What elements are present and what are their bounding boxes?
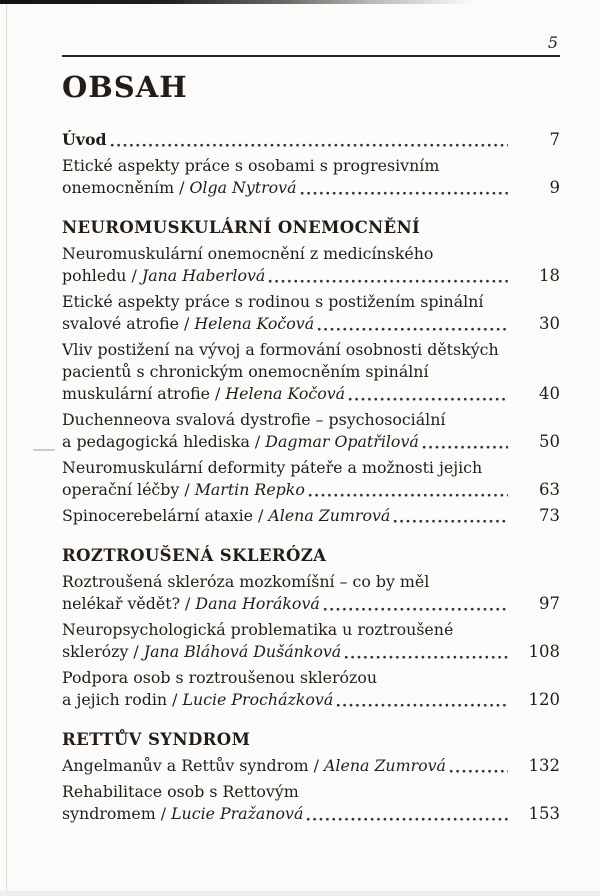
dot-leader [317, 327, 508, 332]
entry-title-text: operační léčby / [62, 480, 195, 499]
entry-author: Helena Kočová [225, 384, 346, 403]
entry-line [62, 571, 516, 593]
entry-title [62, 781, 516, 825]
entry-page-number: 50 [539, 432, 560, 451]
toc-entry [62, 667, 560, 711]
entry-author: Alena Zumrová [324, 756, 446, 775]
entry-line [62, 593, 516, 615]
entry-title-text: Podpora osob s roztroušenou sklerózou [62, 668, 378, 687]
entry-page-number: 153 [528, 804, 560, 823]
entry-title-text: Úvod [62, 130, 107, 149]
entry-title-text: pohledu / [62, 266, 142, 285]
dot-leader [422, 445, 508, 450]
page-title: OBSAH [62, 70, 188, 104]
entry-title-text: muskulární atrofie / [62, 384, 226, 403]
entry-author: Lucie Pražanová [171, 804, 304, 823]
entry-line [62, 409, 516, 431]
section-heading: NEUROMUSKULÁRNÍ ONEMOCNĚNÍ [62, 218, 421, 237]
dot-leader [268, 279, 508, 284]
dot-leader [308, 493, 508, 498]
scan-artifact-bottom-edge [0, 891, 600, 896]
entry-title [62, 619, 516, 663]
entry-line [62, 243, 516, 265]
entry-line [62, 431, 516, 453]
dot-leader [110, 143, 508, 148]
entry-title-text: svalové atrofie / [62, 314, 195, 333]
entry-line [62, 313, 516, 335]
entry-author: Olga Nytrová [189, 178, 297, 197]
toc-entry [62, 409, 560, 453]
toc-entry [62, 457, 560, 501]
entry-line [62, 177, 516, 199]
toc-list [62, 129, 560, 825]
dot-leader [336, 703, 508, 708]
entry-line [62, 641, 516, 663]
entry-line [62, 619, 516, 641]
entry-line [62, 689, 516, 711]
dot-leader [449, 769, 508, 774]
toc-entry [62, 781, 560, 825]
toc-entry [62, 505, 560, 527]
entry-line [62, 155, 516, 177]
entry-title-text: pacientů s chronickým onemocněním spinální [62, 362, 429, 381]
entry-line [62, 339, 516, 361]
entry-title [62, 571, 516, 615]
entry-title-text: Roztroušená skleróza mozkomíšní – co by měl [62, 572, 430, 591]
entry-author: Jana Haberlová [141, 266, 266, 285]
entry-line [62, 803, 516, 825]
entry-page-number: 97 [539, 594, 560, 613]
entry-title [62, 755, 516, 777]
entry-line [62, 383, 516, 405]
section-heading: ROZTROUŠENÁ SKLERÓZA [62, 546, 327, 565]
entry-author: Lucie Procházková [182, 690, 334, 709]
entry-title [62, 667, 516, 711]
entry-title [62, 339, 516, 405]
entry-author: Jana Bláhová Dušánková [143, 642, 342, 661]
entry-page-number: 108 [528, 642, 560, 661]
entry-line [62, 505, 516, 527]
entry-page-number: 73 [539, 506, 560, 525]
entry-author: Dana Horáková [195, 594, 320, 613]
entry-line [62, 667, 516, 689]
entry-page-number: 120 [528, 690, 560, 709]
entry-title-text: Etické aspekty práce s rodinou s postižením spinální [62, 292, 484, 311]
entry-title-text: a jejich rodin / [62, 690, 183, 709]
entry-title [62, 291, 516, 335]
entry-title-text: Neuromuskulární deformity páteře a možnosti jejich [62, 458, 483, 477]
entry-line [62, 291, 516, 313]
toc-entry [62, 339, 560, 405]
entry-title-text: nelékař vědět? / [62, 594, 196, 613]
entry-title [62, 505, 516, 527]
entry-title [62, 129, 516, 151]
entry-page-number: 132 [528, 756, 560, 775]
toc-entry [62, 571, 560, 615]
toc-entry [62, 129, 560, 151]
entry-author: Helena Kočová [194, 314, 315, 333]
dot-leader [300, 191, 508, 196]
entry-title-text: Spinocerebelární ataxie / [62, 506, 269, 525]
entry-line [62, 755, 516, 777]
dot-leader [344, 655, 508, 660]
toc-entry [62, 291, 560, 335]
entry-title [62, 243, 516, 287]
entry-title-text: sklerózy / [62, 642, 144, 661]
entry-line [62, 479, 516, 501]
entry-title-text: Duchenneova svalová dystrofie – psychosociální [62, 410, 446, 429]
entry-title [62, 155, 516, 199]
dot-leader [348, 397, 508, 402]
entry-page-number: 18 [539, 266, 560, 285]
entry-page-number: 9 [549, 178, 560, 197]
dot-leader [306, 817, 508, 822]
entry-title [62, 457, 516, 501]
header-rule [62, 55, 560, 57]
page-number: 5 [547, 33, 558, 52]
toc-entry [62, 155, 560, 199]
dot-leader [393, 519, 508, 524]
entry-page-number: 30 [539, 314, 560, 333]
entry-author: Martin Repko [194, 480, 305, 499]
entry-title-text: a pedagogická hlediska / [62, 432, 266, 451]
toc-entry [62, 243, 560, 287]
toc-entry [62, 619, 560, 663]
section-heading: RETTŮV SYNDROM [62, 730, 251, 749]
dot-leader [323, 607, 508, 612]
entry-title-text: Rehabilitace osob s Rettovým [62, 782, 299, 801]
entry-line [62, 129, 516, 151]
entry-line [62, 781, 516, 803]
entry-page-number: 63 [539, 480, 560, 499]
toc-entry [62, 755, 560, 777]
entry-line [62, 265, 516, 287]
entry-title-text: syndromem / [62, 804, 172, 823]
entry-page-number: 7 [549, 130, 560, 149]
entry-title-text: Angelmanův a Rettův syndrom / [62, 756, 325, 775]
entry-page-number: 40 [539, 384, 560, 403]
entry-title-text: Neuromuskulární onemocnění z medicínského [62, 244, 434, 263]
entry-line [62, 457, 516, 479]
entry-author: Dagmar Opatřilová [265, 432, 419, 451]
entry-title-text: Neuropsychologická problematika u roztroušené [62, 620, 454, 639]
entry-title-text: Etické aspekty práce s osobami s progresivním [62, 156, 440, 175]
entry-title [62, 409, 516, 453]
entry-line [62, 361, 516, 383]
entry-author: Alena Zumrová [268, 506, 391, 525]
entry-title-text: Vliv postižení na vývoj a formování osobnosti dětských [62, 340, 499, 359]
entry-title-text: onemocněním / [62, 178, 190, 197]
